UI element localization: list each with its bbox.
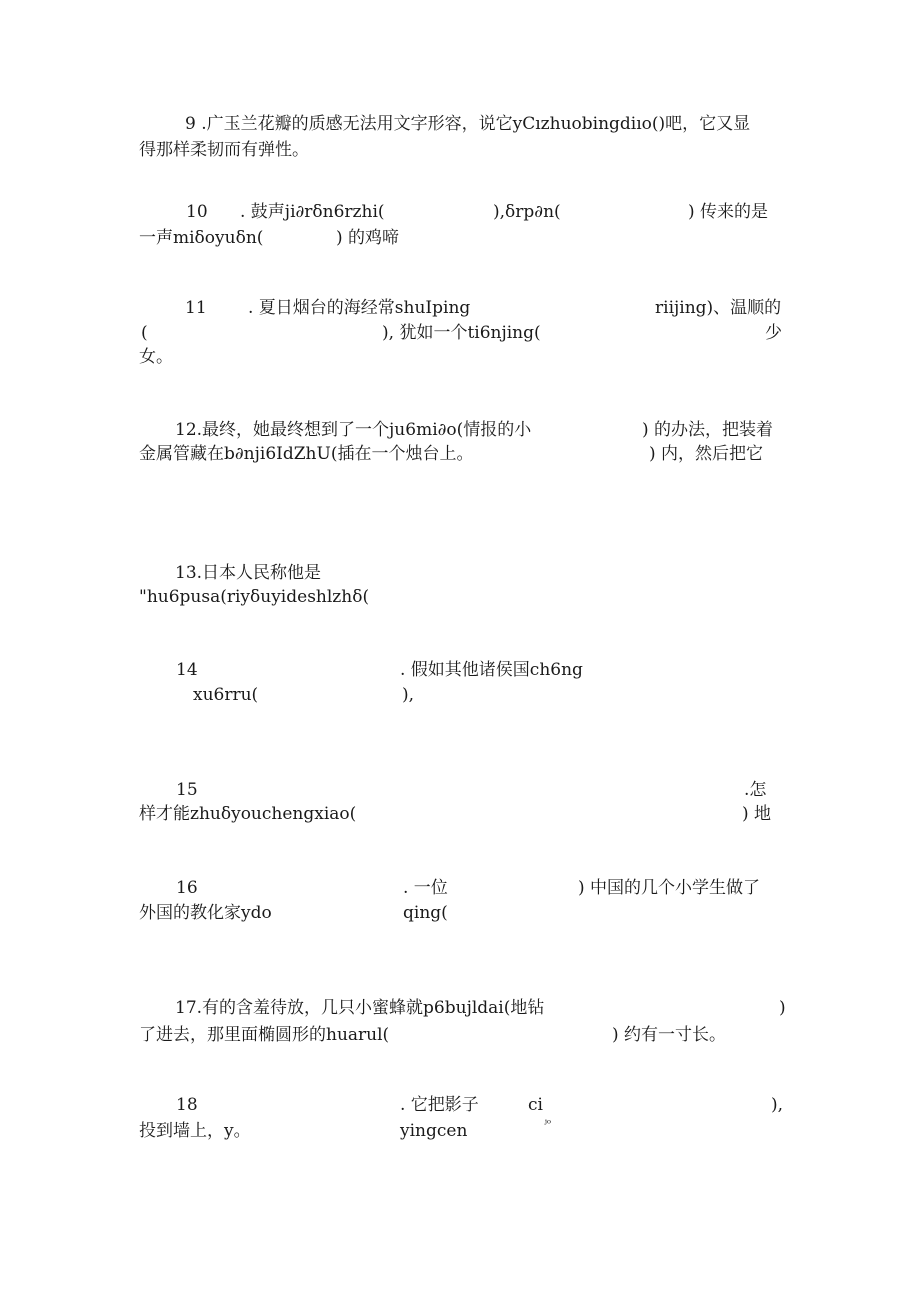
q11-line-2-b: ), 犹如一个ti6njing( bbox=[382, 323, 541, 343]
q11-text-b: riijing)、温顺的 bbox=[655, 298, 782, 318]
q17-line-2-b: ) 约有一寸长。 bbox=[612, 1025, 727, 1045]
q16-text-a: . 一位 bbox=[403, 878, 448, 898]
q14-line-2-a: xu6rru( bbox=[193, 685, 259, 705]
q17-line-1-a: 17.有的含羞待放，几只小蜜蜂就p6bujldai(地钻 bbox=[175, 998, 545, 1018]
q13-line-2: "hu6pusa(riyδuyideshlzhδ( bbox=[139, 587, 370, 607]
q15-text-a: .怎 bbox=[744, 780, 767, 800]
q13-line-1: 13.日本人民称他是 bbox=[175, 563, 322, 583]
q15-number: 15 bbox=[176, 780, 198, 800]
q16-text-b: ) 中国的几个小学生做了 bbox=[578, 878, 761, 898]
q12-line-1-b: ) 的办法，把装着 bbox=[642, 420, 774, 440]
q12-line-2-a: 金属管藏在b∂nji6IdZhU(插在一个烛台上。 bbox=[139, 444, 474, 464]
q16-number: 16 bbox=[176, 878, 198, 898]
q10-number: 10 bbox=[186, 202, 208, 222]
q15-line-2-a: 样才能zhuδyouchengxiao( bbox=[139, 804, 357, 824]
q14-line-2-b: ), bbox=[402, 685, 415, 705]
q9-line-1: 9 .广玉兰花瓣的质感无法用文字形容，说它yCızhuobingdiıo()吧，它又显 bbox=[185, 114, 751, 134]
q14-text-a: . 假如其他诸侯国ch6ng bbox=[400, 660, 583, 680]
q18-text-a: . 它把影子 bbox=[400, 1095, 479, 1115]
q11-line-2-a: ( bbox=[141, 323, 148, 343]
q18-number: 18 bbox=[176, 1095, 198, 1115]
q12-line-1-a: 12.最终，她最终想到了一个ju6mi∂o(情报的小 bbox=[175, 420, 532, 440]
q12-line-2-b: ) 内，然后把它 bbox=[649, 444, 764, 464]
q16-line-2-b: qing( bbox=[403, 903, 448, 923]
q11-number: 11 bbox=[185, 298, 207, 318]
q16-line-2-a: 外国的教化家ydo bbox=[139, 903, 272, 923]
q18-line-2-b: yingcen bbox=[400, 1121, 468, 1141]
q14-number: 14 bbox=[176, 660, 198, 680]
q17-line-2-a: 了进去，那里面椭圆形的huarul( bbox=[139, 1025, 390, 1045]
q11-line-2-c: 少 bbox=[765, 323, 782, 343]
q10-text-b: ),δrp∂n( bbox=[493, 202, 561, 222]
q18-line-2-a: 投到墙上，y。 bbox=[139, 1121, 251, 1141]
q10-text-c: ) 传来的是 bbox=[688, 202, 769, 222]
q18-text-b: ci bbox=[528, 1095, 543, 1115]
q9-line-2: 得那样柔韧而有弹性。 bbox=[139, 140, 309, 160]
q18-line-2-c: ʲᵒ bbox=[544, 1117, 552, 1130]
q10-line-2-a: 一声miδoyuδn( bbox=[139, 228, 264, 248]
q10-line-2-b: ) 的鸡啼 bbox=[336, 228, 400, 248]
q10-text-a: . 鼓声ji∂rδn6rzhi( bbox=[240, 202, 385, 222]
q11-line-3: 女。 bbox=[139, 347, 173, 367]
q18-text-c: ), bbox=[771, 1095, 784, 1115]
q17-line-1-b: ) bbox=[779, 998, 786, 1018]
q15-line-2-b: ) 地 bbox=[742, 804, 772, 824]
q11-text-a: . 夏日烟台的海经常shuIping bbox=[248, 298, 471, 318]
